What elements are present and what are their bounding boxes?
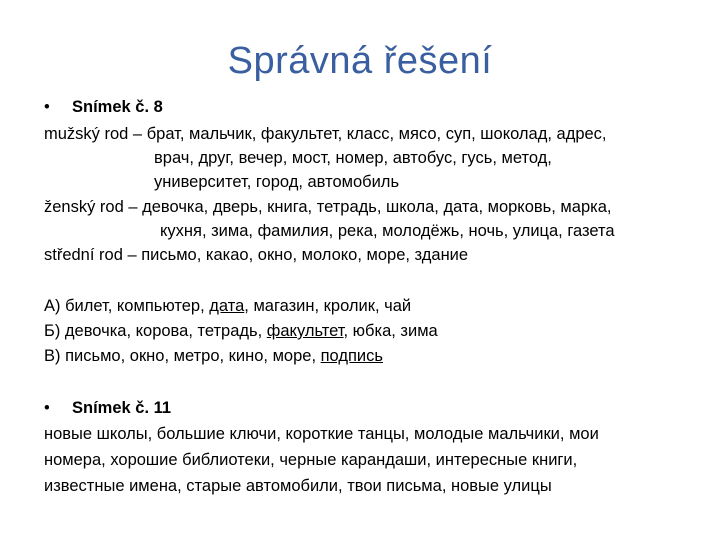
masculine-line-3: университет, город, автомобиль xyxy=(154,173,400,191)
odd-a-after: , магазин, кролик, чай xyxy=(244,297,412,315)
adjectives-line-2: номера, хорошие библиотеки, черные карандаши, интересные книги, xyxy=(44,451,578,469)
odd-b-after: , юбка, зима xyxy=(343,322,438,340)
masculine-line-2: врач, друг, вечер, мост, номер, автобус, гусь, метод, xyxy=(154,149,552,167)
masculine-line-1: mužský rod – брат, мальчик, факультет, класс, мясо, суп, шоколад, адрес, xyxy=(44,125,607,143)
odd-a-before: А) билет, компьютер, xyxy=(44,297,210,315)
section1-label: Snímek č. 8 xyxy=(72,98,163,116)
odd-one-out-c xyxy=(44,346,383,366)
section1-heading xyxy=(44,97,163,117)
slide-title: Správná řešení xyxy=(227,40,493,82)
odd-one-out-a xyxy=(44,296,411,316)
bullet-icon: • xyxy=(44,98,50,116)
odd-c-answer: подпись xyxy=(320,347,383,365)
odd-a-answer: дата xyxy=(209,297,245,315)
odd-c-before: В) письмо, окно, метро, кино, море, xyxy=(44,347,321,365)
section2-heading xyxy=(44,398,171,418)
bullet-icon: • xyxy=(44,399,50,417)
odd-b-before: Б) девочка, корова, тетрадь, xyxy=(44,322,267,340)
feminine-line-1: ženský rod – девочка, дверь, книга, тетрадь, школа, дата, морковь, марка, xyxy=(44,198,612,216)
section2-label: Snímek č. 11 xyxy=(72,399,172,417)
feminine-line-2: кухня, зима, фамилия, река, молодёжь, ночь, улица, газета xyxy=(160,222,615,240)
odd-b-answer: факультет xyxy=(266,322,344,340)
adjectives-line-3: известные имена, старые автомобили, твои письма, новые улицы xyxy=(44,477,552,495)
adjectives-line-1: новые школы, большие ключи, короткие танцы, молодые мальчики, мои xyxy=(44,425,599,443)
odd-one-out-b xyxy=(44,321,438,341)
neuter-line: střední rod – письмо, какао, окно, молоко, море, здание xyxy=(44,246,469,264)
